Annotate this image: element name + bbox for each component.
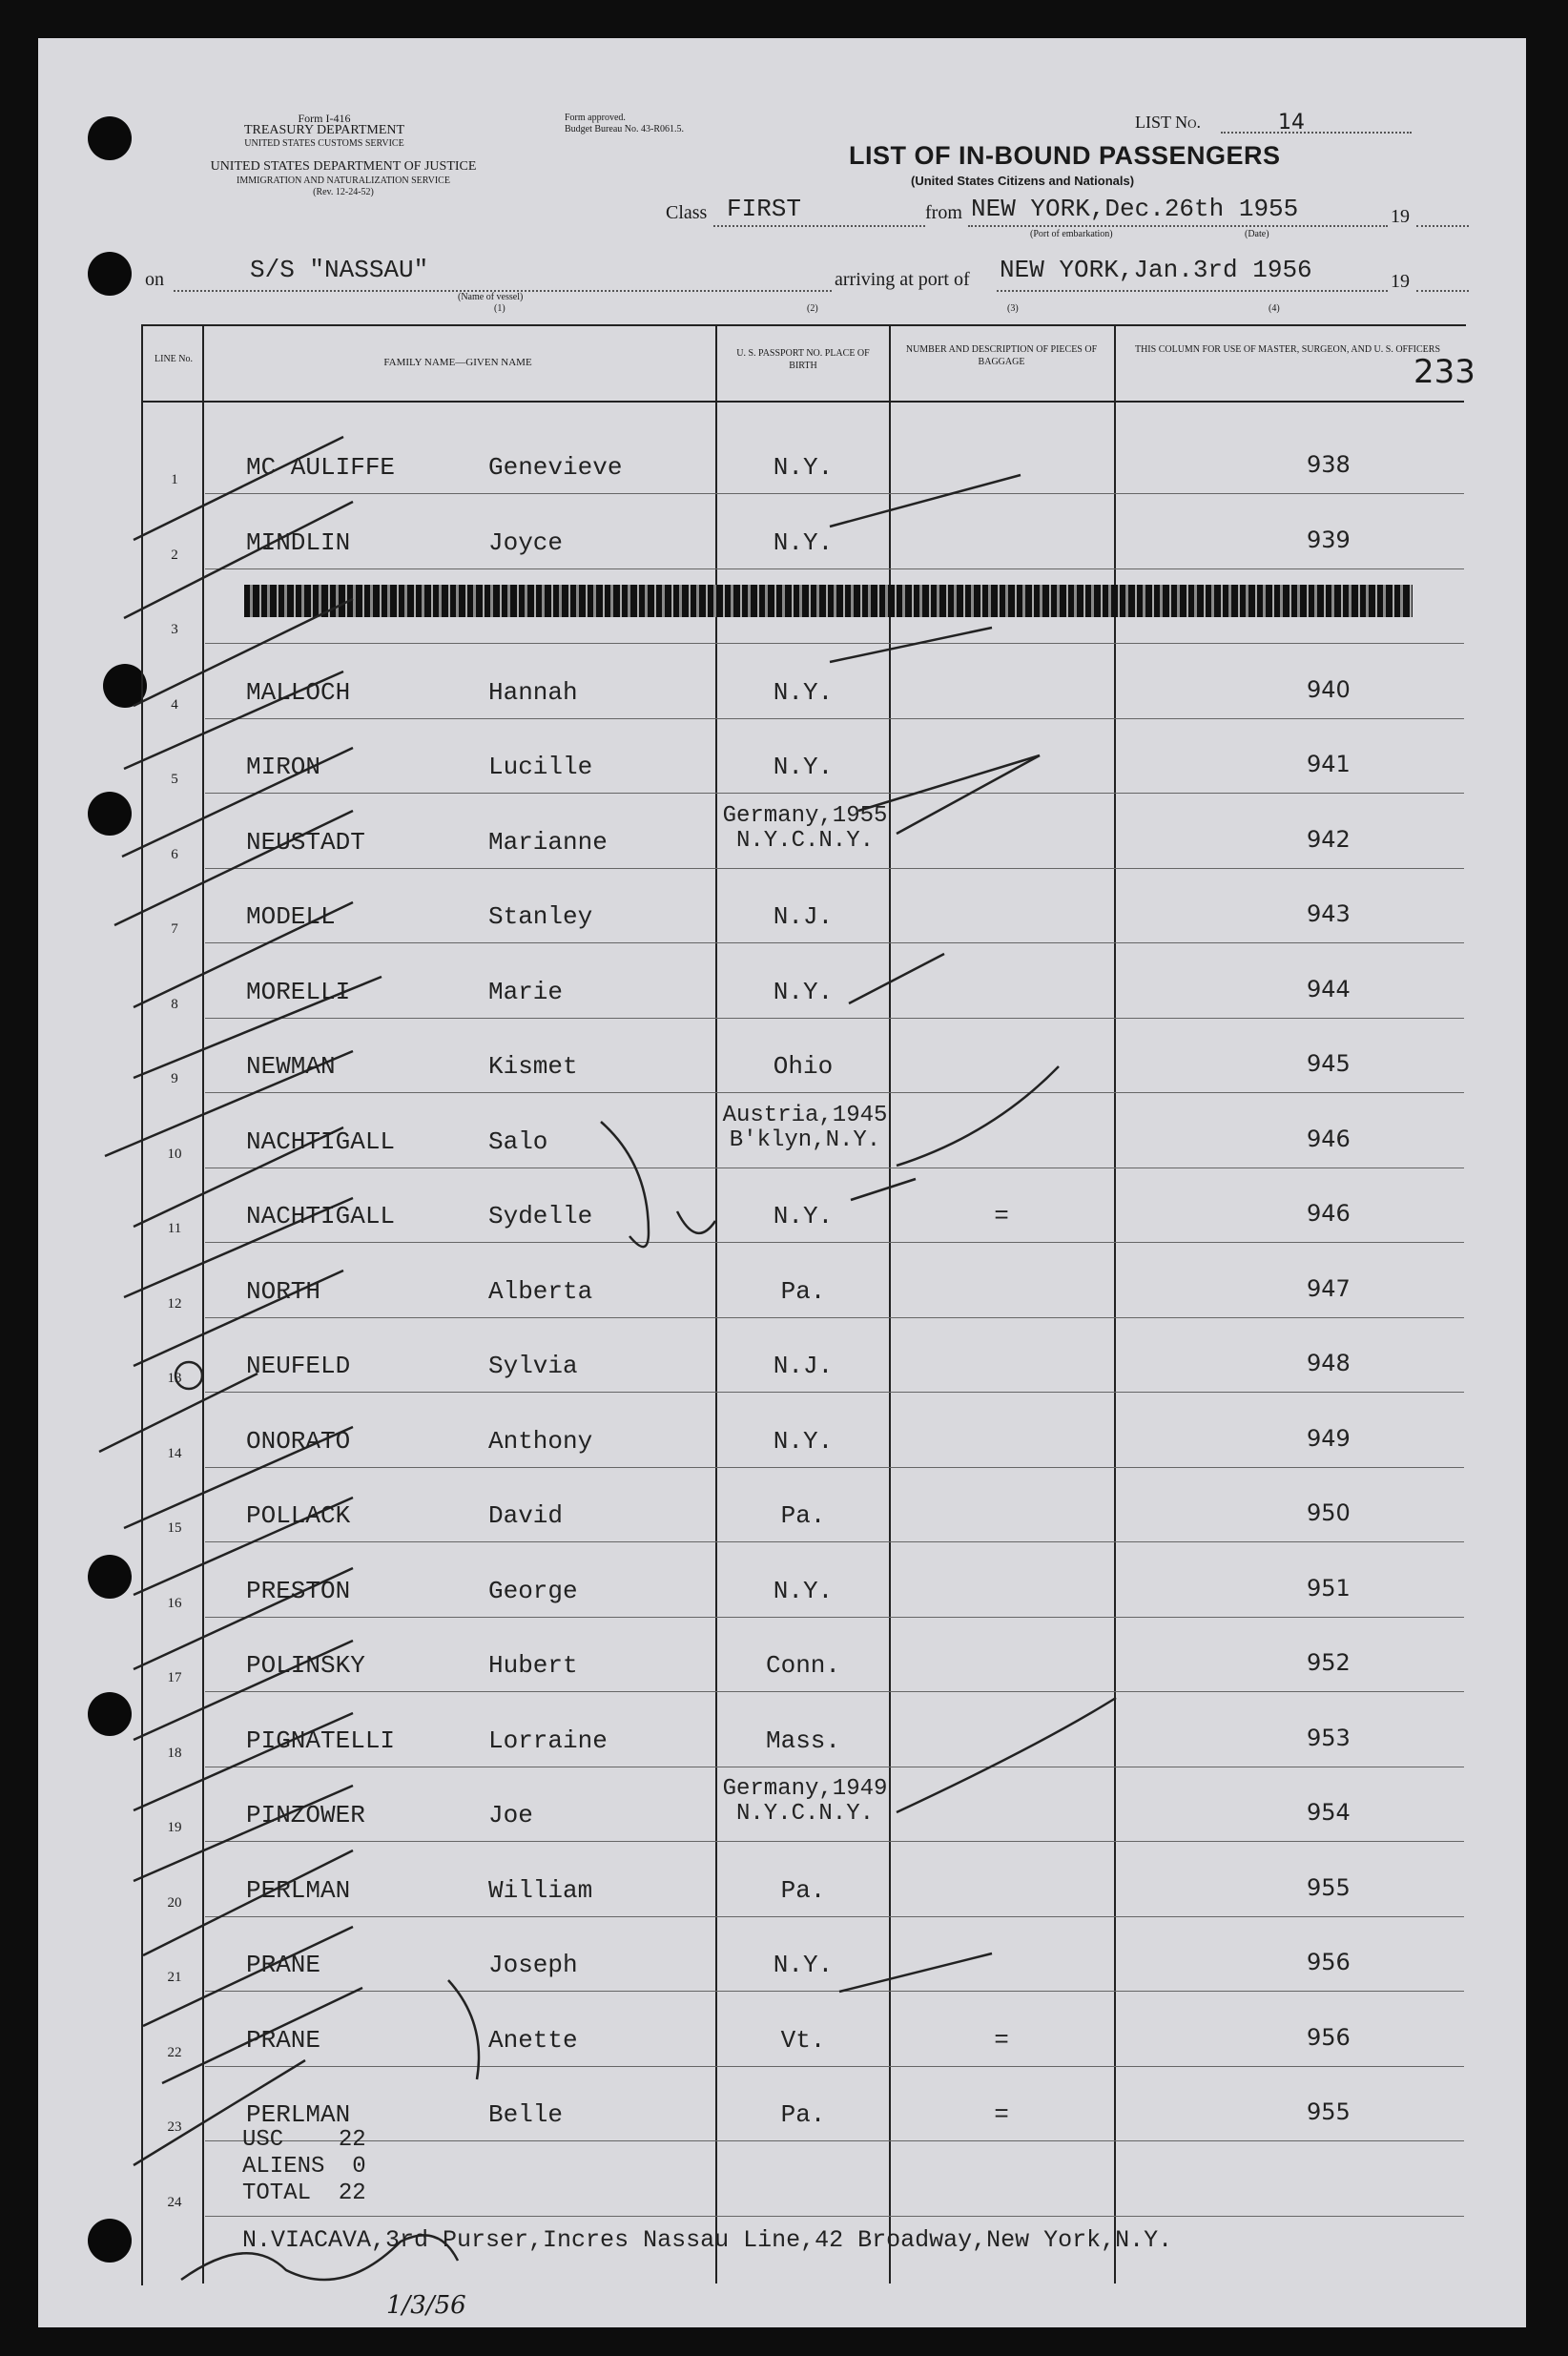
- given-name: Salo: [488, 1127, 548, 1156]
- given-name: Lorraine: [488, 1726, 608, 1755]
- given-name: Joe: [488, 1801, 533, 1829]
- place-of-birth: Germany,1955: [722, 803, 888, 829]
- port-embarkation-caption: (Port of embarkation): [1030, 229, 1113, 239]
- given-name: Kismet: [488, 1052, 578, 1081]
- given-name: Anthony: [488, 1427, 593, 1456]
- total-all: TOTAL 22: [242, 2180, 366, 2206]
- line-number: 10: [167, 1147, 182, 1162]
- given-name: Hubert: [488, 1651, 578, 1680]
- family-name: MINDLIN: [246, 528, 351, 557]
- vessel-name: S/S "NASSAU": [250, 256, 429, 284]
- ins-service: IMMIGRATION AND NATURALIZATION SERVICE: [237, 176, 450, 186]
- family-name: PIGNATELLI: [246, 1726, 396, 1755]
- family-name: POLINSKY: [246, 1651, 365, 1680]
- budget-bureau: Budget Bureau No. 43-R061.5.: [565, 124, 684, 134]
- dept-of-justice: UNITED STATES DEPARTMENT OF JUSTICE: [210, 159, 477, 174]
- date-caption: (Date): [1245, 229, 1269, 239]
- baggage-ditto: =: [994, 2026, 1009, 2055]
- place-of-birth: Germany,1949: [722, 1776, 888, 1802]
- col-header-baggage: NUMBER AND DESCRIPTION OF PIECES OF BAGGAGE: [905, 344, 1098, 367]
- given-name: Marianne: [488, 828, 608, 857]
- line-number: 23: [167, 2119, 182, 2135]
- given-name: William: [488, 1876, 593, 1905]
- vessel-caption-num: (1): [494, 303, 505, 314]
- line-number: 3: [171, 622, 178, 637]
- officer-number: 952: [1307, 1649, 1351, 1676]
- given-name: Sydelle: [488, 1202, 593, 1230]
- col-num-4: (4): [1269, 303, 1280, 314]
- line-number: 17: [167, 1670, 182, 1685]
- line-number: 19: [167, 1820, 182, 1835]
- arriving-label: arriving at port of: [835, 269, 970, 290]
- place-of-birth: N.Y.: [773, 1577, 834, 1605]
- page-number: 233: [1413, 353, 1475, 391]
- place-of-birth: Pa.: [780, 1501, 826, 1530]
- family-name: NORTH: [246, 1277, 321, 1306]
- given-name: Belle: [488, 2100, 564, 2129]
- given-name: Joseph: [488, 1951, 578, 1979]
- line-number: 24: [167, 2195, 182, 2210]
- officer-number: 949: [1307, 1425, 1351, 1452]
- col-header-officers: THIS COLUMN FOR USE OF MASTER, SURGEON, AND U. S. OFFICERS: [1134, 344, 1441, 355]
- place-of-birth: N.Y.: [773, 1951, 834, 1979]
- place-of-birth: N.Y.: [773, 528, 834, 557]
- line-number: 14: [167, 1446, 182, 1461]
- baggage-ditto: =: [994, 2100, 1009, 2129]
- family-name: MC AULIFFE: [246, 453, 396, 482]
- officer-number: 944: [1307, 976, 1351, 1002]
- line-number: 6: [171, 847, 178, 862]
- given-name: Sylvia: [488, 1352, 578, 1380]
- family-name: NACHTIGALL: [246, 1202, 396, 1230]
- line-number: 21: [167, 1970, 182, 1985]
- line-number: 22: [167, 2045, 182, 2060]
- given-name: Hannah: [488, 678, 578, 707]
- given-name: Genevieve: [488, 453, 623, 482]
- revision: (Rev. 12-24-52): [313, 187, 374, 197]
- customs-service: UNITED STATES CUSTOMS SERVICE: [244, 138, 404, 149]
- col-header-passport: U. S. PASSPORT NO. PLACE OF BIRTH: [736, 348, 870, 371]
- place-of-birth: N.J.: [773, 1352, 834, 1380]
- family-name: MALLOCH: [246, 678, 351, 707]
- given-name: David: [488, 1501, 564, 1530]
- arriving-value: NEW YORK,Jan.3rd 1956: [1000, 256, 1312, 284]
- officer-number: 953: [1307, 1725, 1351, 1751]
- given-name: Stanley: [488, 902, 593, 931]
- line-number: 8: [171, 997, 178, 1012]
- total-aliens: ALIENS 0: [242, 2154, 366, 2180]
- line-number: 18: [167, 1746, 182, 1761]
- family-name: POLLACK: [246, 1501, 351, 1530]
- officer-number: 946: [1307, 1200, 1351, 1227]
- class-label: Class: [666, 202, 708, 223]
- officer-number: 950: [1307, 1499, 1351, 1526]
- col-num-3: (3): [1007, 303, 1019, 314]
- year-prefix-2: 19: [1391, 271, 1410, 292]
- line-number: 16: [167, 1596, 182, 1611]
- place-of-birth: Mass.: [765, 1726, 840, 1755]
- place-of-birth: N.Y.: [773, 1427, 834, 1456]
- handwritten-date: 1/3/56: [386, 2291, 466, 2320]
- line-number: 11: [167, 1221, 182, 1236]
- class-value: FIRST: [727, 195, 802, 223]
- family-name: PRANE: [246, 2026, 321, 2055]
- given-name: Lucille: [488, 753, 593, 781]
- baggage-ditto: =: [994, 1202, 1009, 1230]
- handwritten-check-marks: [38, 38, 1526, 2327]
- officer-number: 955: [1307, 1874, 1351, 1901]
- treasury-department: TREASURY DEPARTMENT: [243, 123, 405, 137]
- place-of-birth: N.Y.: [773, 453, 834, 482]
- officer-number: 938: [1307, 451, 1351, 478]
- list-no-label: LIST No.: [1135, 113, 1202, 132]
- place-of-birth: Pa.: [780, 2100, 826, 2129]
- total-usc: USC 22: [242, 2127, 366, 2153]
- officer-number: 942: [1307, 826, 1351, 853]
- line-number: 13: [167, 1371, 182, 1386]
- line-number: 9: [171, 1071, 178, 1086]
- line-number: 1: [171, 472, 178, 487]
- family-name: PERLMAN: [246, 1876, 351, 1905]
- family-name: MIRON: [246, 753, 321, 781]
- form-number: Form I-416: [298, 112, 351, 125]
- given-name: Alberta: [488, 1277, 593, 1306]
- place-of-birth: N.Y.: [773, 753, 834, 781]
- form-approved: Form approved.: [565, 113, 626, 123]
- officer-number: 941: [1307, 751, 1351, 777]
- col-header-name: FAMILY NAME—GIVEN NAME: [383, 357, 532, 368]
- purser-signature-line: N.VIACAVA,3rd Purser,Incres Nassau Line,42 Broadway,New York,N.Y.: [242, 2226, 1173, 2254]
- manifest-page: [38, 38, 1526, 2327]
- place-of-birth: Pa.: [780, 1277, 826, 1306]
- given-name: Marie: [488, 978, 564, 1006]
- col-header-line: LINE No.: [155, 354, 193, 364]
- place-of-birth: N.J.: [773, 902, 834, 931]
- officer-number: 939: [1307, 527, 1351, 553]
- family-name: PRANE: [246, 1951, 321, 1979]
- family-name: NACHTIGALL: [246, 1127, 396, 1156]
- given-name: Anette: [488, 2026, 578, 2055]
- family-name: MORELLI: [246, 978, 351, 1006]
- from-value: NEW YORK,Dec.26th 1955: [971, 195, 1299, 223]
- officer-number: 948: [1307, 1350, 1351, 1376]
- line-number: 2: [171, 548, 178, 563]
- line-number: 20: [167, 1895, 182, 1911]
- place-of-birth: N.Y.: [773, 1202, 834, 1230]
- place-of-birth: N.Y.: [773, 978, 834, 1006]
- line-number: 7: [171, 921, 178, 937]
- officer-number: 956: [1307, 2024, 1351, 2051]
- from-label: from: [925, 202, 962, 223]
- officer-number: 947: [1307, 1275, 1351, 1302]
- officer-number: 955: [1307, 2098, 1351, 2125]
- given-name: Joyce: [488, 528, 564, 557]
- place-of-birth: N.Y.: [773, 678, 834, 707]
- col-num-2: (2): [807, 303, 818, 314]
- officer-number: 954: [1307, 1799, 1351, 1826]
- place-of-birth: Vt.: [780, 2026, 826, 2055]
- officer-number: 951: [1307, 1575, 1351, 1602]
- on-label: on: [145, 269, 164, 290]
- place-of-birth-line2: B'klyn,N.Y.: [729, 1127, 881, 1153]
- line-number: 12: [167, 1296, 182, 1312]
- place-of-birth-line2: N.Y.C.N.Y.: [735, 1801, 875, 1827]
- line-number: 4: [171, 697, 178, 713]
- document-title: LIST OF IN-BOUND PASSENGERS: [849, 141, 1281, 170]
- officer-number: 946: [1307, 1126, 1351, 1152]
- family-name: MODELL: [246, 902, 336, 931]
- document-subtitle: (United States Citizens and Nationals): [911, 174, 1135, 188]
- place-of-birth: Pa.: [780, 1876, 826, 1905]
- given-name: George: [488, 1577, 578, 1605]
- place-of-birth: Austria,1945: [722, 1103, 888, 1128]
- officer-number: 945: [1307, 1050, 1351, 1077]
- family-name: PINZOWER: [246, 1801, 365, 1829]
- family-name: PRESTON: [246, 1577, 351, 1605]
- vessel-caption: (Name of vessel): [458, 292, 524, 302]
- year-prefix: 19: [1391, 206, 1410, 227]
- officer-number: 943: [1307, 900, 1351, 927]
- family-name: PERLMAN: [246, 2100, 351, 2129]
- family-name: NEUFELD: [246, 1352, 351, 1380]
- family-name: NEUSTADT: [246, 828, 365, 857]
- officer-number: 940: [1307, 676, 1351, 703]
- place-of-birth: Conn.: [765, 1651, 840, 1680]
- family-name: NEWMAN: [246, 1052, 336, 1081]
- line-number: 5: [171, 772, 178, 787]
- place-of-birth: Ohio: [773, 1052, 834, 1081]
- family-name: ONORATO: [246, 1427, 351, 1456]
- officer-number: 956: [1307, 1949, 1351, 1975]
- list-no-value: 14: [1278, 111, 1305, 134]
- place-of-birth-line2: N.Y.C.N.Y.: [735, 828, 875, 854]
- line-number: 15: [167, 1520, 182, 1536]
